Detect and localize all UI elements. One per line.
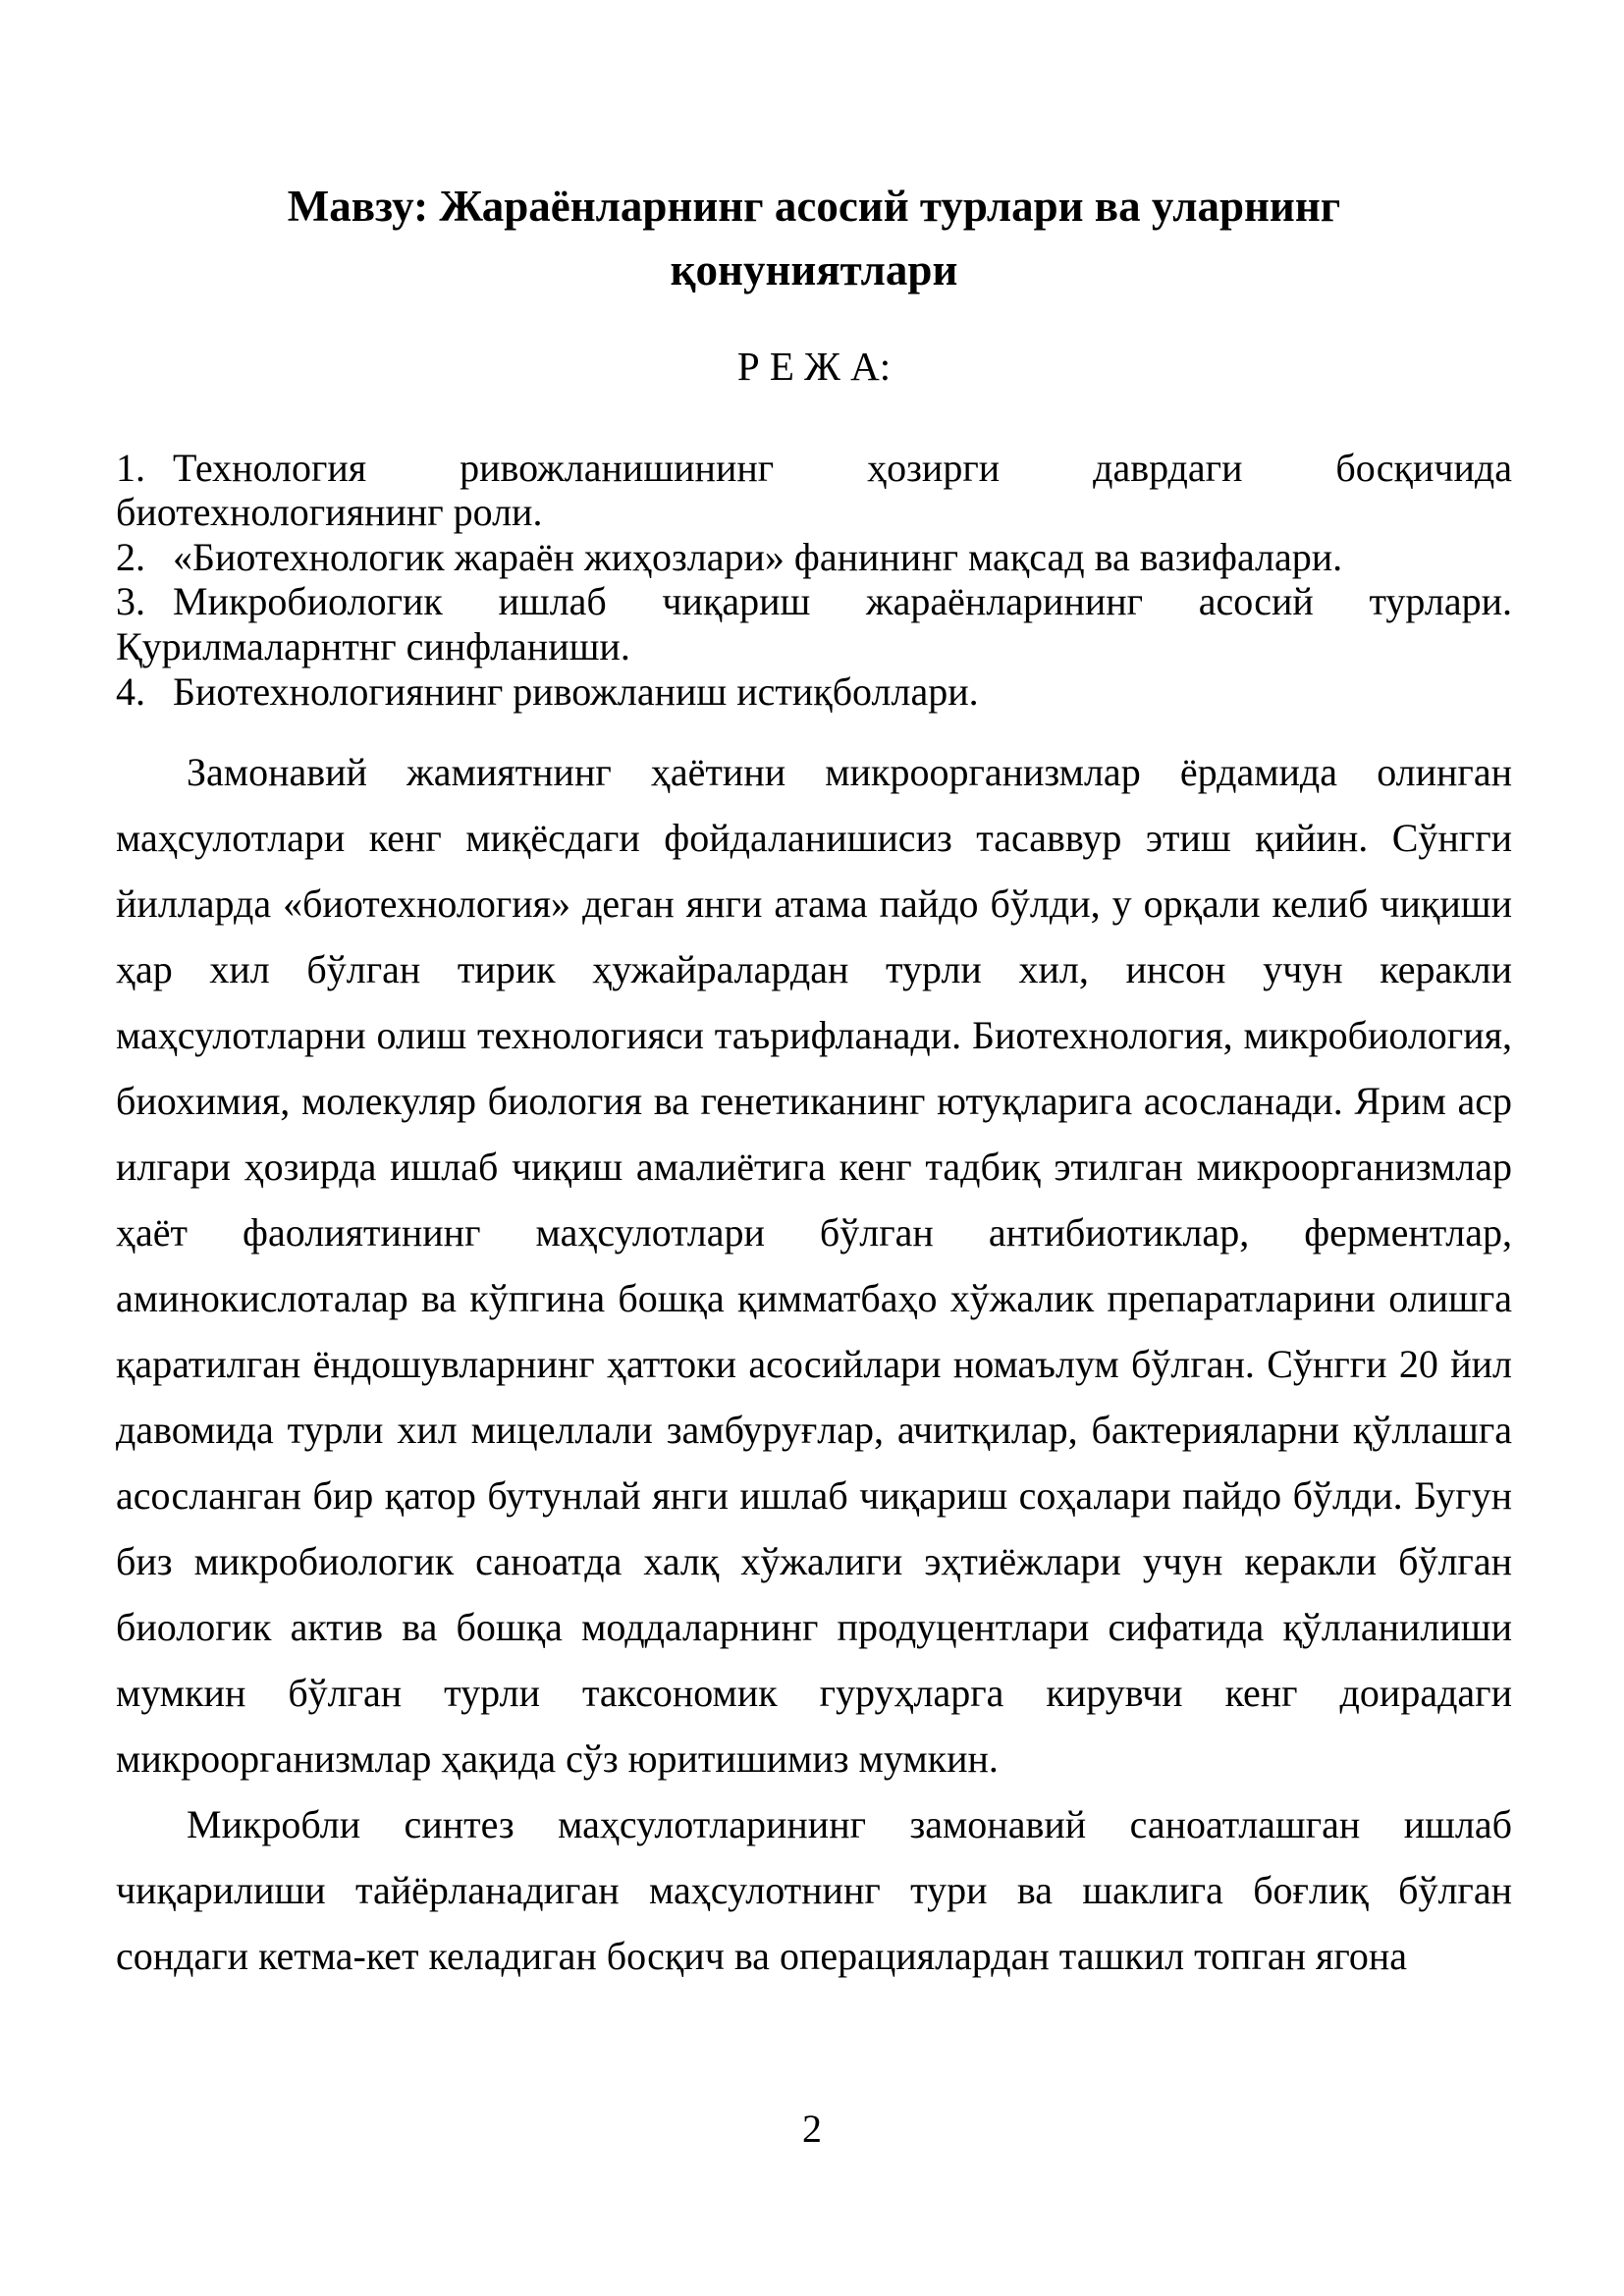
plan-item-2-number: 2. — [116, 534, 145, 579]
body-paragraph-2: Микробли синтез маҳсулотларининг замонавий саноатлашган ишлаб чиқарилиши тайёрланадиган маҳсулотнинг тури ва шаклига боғлиқ бўлган сондаги кетма-кет келадиган босқич ва операциялардан ташкил топган ягона — [116, 1802, 1512, 1979]
plan-item-1-number: 1. — [116, 445, 145, 490]
plan-item-3 — [116, 579, 1512, 668]
plan-item-1 — [116, 446, 1512, 535]
plan-item-3-number: 3. — [116, 579, 145, 624]
plan-item-4-text: Биотехнологиянинг ривожланиш истиқболлари. — [173, 668, 979, 714]
plan-item-1-text: Технология ривожланишининг ҳозирги даврдаги босқичида биотехнологиянинг роли. — [116, 445, 1512, 535]
page-number: 2 — [802, 2107, 822, 2151]
plan-item-4 — [116, 669, 1512, 715]
page-title: Мавзу: Жараёнларнинг асосий турлари ва уларнинг қонуниятлари — [287, 182, 1341, 295]
plan-heading: Р Е Ж А: — [736, 343, 892, 389]
plan-item-4-number: 4. — [116, 668, 145, 714]
plan-item-2 — [116, 535, 1512, 580]
plan-item-2-text: «Биотехнологик жараён жиҳозлари» фанининг мақсад ва вазифалари. — [173, 534, 1343, 579]
body-paragraph-1: Замонавий жамиятнинг ҳаётини микроорганизмлар ёрдамида олинган маҳсулотлари кенг миқёсдаги фойдаланишисиз тасаввур этиш қийин. Сўнгги йилларда «биотехнология» деган янги атама пайдо бўлди, у орқали келиб чиқиши ҳар хил бўлган тирик ҳужайралардан турли хил, инсон учун керакли маҳсулотларни олиш технологияси таърифланади. Биотехнология, микробиология, биохимия, молекуляр биология ва генетиканинг ютуқларига асосланади. Ярим аср илгари ҳозирда ишлаб чиқиш амалиётига кенг тадбиқ этилган микроорганизмлар ҳаёт фаолиятининг маҳсулотлари бўлган антибиотиклар, ферментлар, аминокислоталар ва кўпгина бошқа қимматбаҳо хўжалик препаратларини олишга қаратилган ёндошувларнинг ҳаттоки асосийлари номаълум бўлган. Сўнгги 20 йил давомида турли хил мицеллали замбуруғлар, ачитқилар, бактерияларни қўллашга асосланган бир қатор бутунлай янги ишлаб чиқариш соҳалари пайдо бўлди. Бугун биз микробиологик саноатда халқ хўжалиги эҳтиёжлари учун керакли бўлган биологик актив ва бошқа моддаларнинг продуцентлари сифатида қўлланилиши мумкин бўлган турли таксономик гуруҳларга кирувчи кенг доирадаги микроорганизмлар ҳақида сўз юритишимиз мумкин. — [116, 750, 1512, 1782]
plan-list — [116, 446, 1512, 715]
plan-item-3-text: Микробиологик ишлаб чиқариш жараёнларининг асосий турлари. Қурилмаларнтнг синфланиши. — [116, 579, 1512, 668]
